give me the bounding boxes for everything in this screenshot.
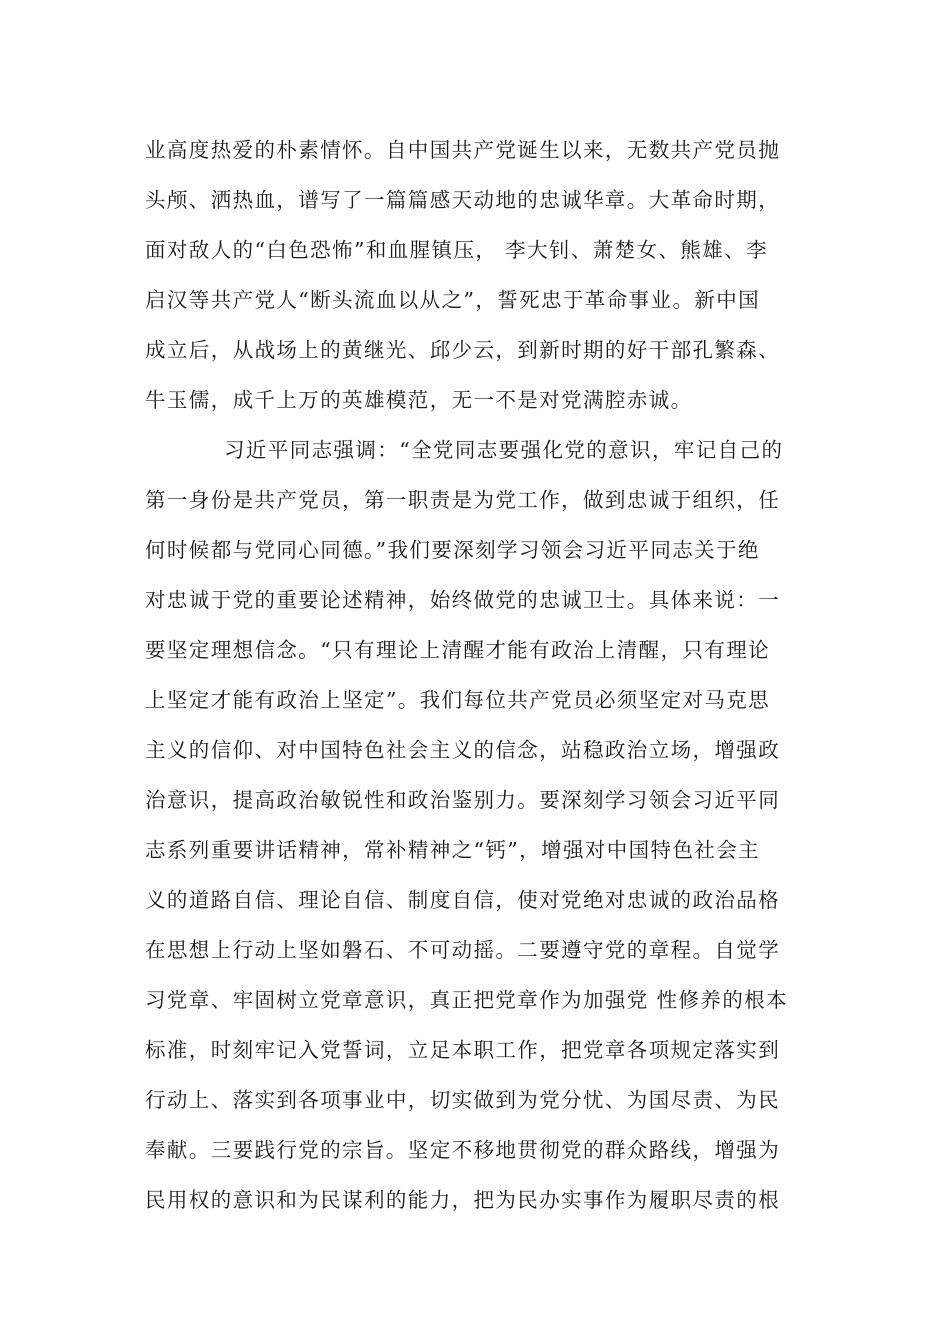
text-line: 奉献。三要践行党的宗旨。坚定不移地贯彻党的群众路线，增强为 [145,1138,781,1162]
text-line: 业高度热爱的朴素情怀。自中国共产党诞生以来，无数共产党员抛 [145,138,781,162]
text-line: 民用权的意识和为民谋利的能力，把为民办实事作为履职尽责的根 [145,1188,781,1212]
text-line: 行动上、落实到各项事业中，切实做到为党分忧、为国尽责、为民 [145,1088,781,1112]
text-line: 成立后，从战场上的黄继光、邱少云，到新时期的好干部孔繁森、 [145,338,781,362]
text-line: 牛玉儒，成千上万的英雄模范，无一不是对党满腔赤诚。 [145,388,693,412]
text-line: 面对敌人的“白色恐怖”和血腥镇压， 李大钊、萧楚女、熊雄、李 [145,238,768,262]
text-line: 志系列重要讲话精神，常补精神之“钙”，增强对中国特色社会主 [145,838,761,862]
text-line: 要坚定理想信念。“只有理论上清醒才能有政治上清醒，只有理论 [145,638,771,662]
text-line: 第一身份是共产党员，第一职责是为党工作，做到忠诚于组织，任 [145,488,781,512]
text-line: 上坚定才能有政治上坚定”。我们每位共产党员必须坚定对马克思 [145,688,771,712]
text-line: 标准，时刻牢记入党誓词，立足本职工作，把党章各项规定落实到 [145,1038,781,1062]
text-line: 何时候都与党同心同德。”我们要深刻学习领会习近平同志关于绝 [145,538,760,562]
text-line: 对忠诚于党的重要论述精神，始终做党的忠诚卫士。具体来说：一 [145,588,781,612]
text-line: 习党章、牢固树立党章意识，真正把党章作为加强党 性修养的根本 [145,988,789,1012]
text-line: 头颅、洒热血，谱写了一篇篇感天动地的忠诚华章。大革命时期， [145,188,781,212]
text-line: 义的道路自信、理论自信、制度自信，使对党绝对忠诚的政治品格 [145,888,781,912]
text-line: 主义的信仰、对中国特色社会主义的信念，站稳政治立场，增强政 [145,738,781,762]
text-line: 启汉等共产党人“断头流血以从之”，誓死忠于革命事业。新中国 [145,288,761,312]
text-line: 在思想上行动上坚如磐石、不可动摇。二要遵守党的章程。自觉学 [145,938,781,962]
text-line: 治意识，提高政治敏锐性和政治鉴别力。要深刻学习领会习近平同 [145,788,781,812]
paragraph-first-line: 习近平同志强调：“全党同志要强化党的意识，牢记自己的 [224,438,784,462]
